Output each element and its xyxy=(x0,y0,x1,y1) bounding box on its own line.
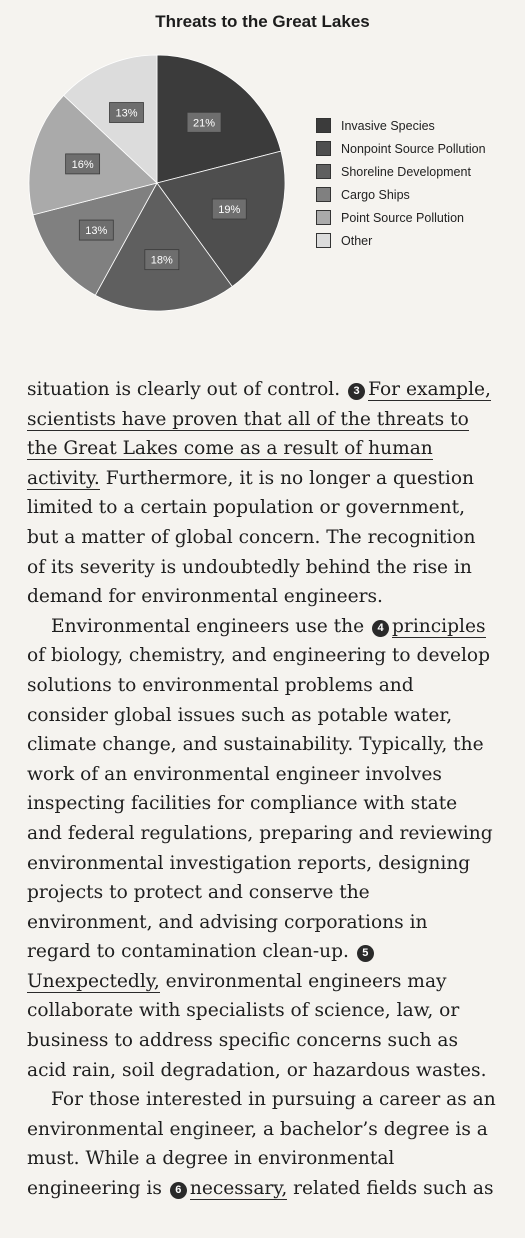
slice-label-text-4: 13% xyxy=(85,225,108,238)
legend-swatch xyxy=(316,210,331,225)
slice-label-5 xyxy=(66,154,100,174)
slice-label-text-1: 21% xyxy=(193,117,216,130)
question-number-badge: 6 xyxy=(170,1182,187,1199)
slice-label-4 xyxy=(79,220,113,240)
underlined-text: Unexpectedly, xyxy=(27,970,160,992)
legend-label: Nonpoint Source Pollution xyxy=(341,141,486,156)
underlined-text: For example, scientists have proven that all of the threats to the Great Lakes come as a result of human activity. xyxy=(27,379,491,489)
chart-legend xyxy=(316,114,486,252)
article-body xyxy=(27,375,497,1204)
legend-item-1 xyxy=(316,114,486,137)
slice-label-3 xyxy=(145,250,179,270)
legend-swatch xyxy=(316,141,331,156)
chart-title: Threats to the Great Lakes xyxy=(155,12,370,31)
question-number-badge: 3 xyxy=(348,383,365,400)
slice-label-text-6: 13% xyxy=(115,107,138,120)
paragraph-2: Environmental engineers use the 4 principles of biology, chemistry, and engineering to develop solutions to environmental problems and consider global issues such as potable water, climate change, and sustainability. Typically, the work of an environmental engineer involves inspecting facilities for compliance with state and federal regulations, preparing and reviewing environmental investigation reports, designing projects to protect and conserve the environment, and advising corporations in regard to contamination clean-up. 5Unexpectedly, environmental engineers may collaborate with specialists of science, law, or business to address specific concerns such as acid rain, soil degradation, or hazardous wastes. xyxy=(27,615,493,1081)
slice-label-text-5: 16% xyxy=(71,158,94,171)
pie-chart xyxy=(28,44,298,326)
slice-label-2 xyxy=(212,199,246,219)
paragraph-1: situation is clearly out of control. 3 For example, scientists have proven that all of the threats to the Great Lakes come as a result of human activity. Furthermore, it is no longer a question limited to a certain population or government, but a matter of global concern. The recognition of its severity is undoubtedly behind the rise in demand for environmental engineers. xyxy=(27,379,491,608)
legend-swatch xyxy=(316,164,331,179)
underlined-text: necessary, xyxy=(189,1178,288,1200)
underlined-text: principles xyxy=(392,615,486,637)
slice-label-6 xyxy=(109,103,143,123)
legend-swatch xyxy=(316,187,331,202)
legend-item-2 xyxy=(316,137,486,160)
slice-label-text-2: 19% xyxy=(218,204,241,217)
legend-swatch xyxy=(316,118,331,133)
legend-label: Other xyxy=(341,233,373,248)
question-number-badge: 4 xyxy=(372,620,389,637)
legend-item-6 xyxy=(316,229,486,252)
slice-label-text-3: 18% xyxy=(150,254,173,267)
legend-item-5 xyxy=(316,206,486,229)
legend-item-3 xyxy=(316,160,486,183)
legend-item-4 xyxy=(316,183,486,206)
legend-swatch xyxy=(316,233,331,248)
legend-label: Cargo Ships xyxy=(341,187,410,202)
paragraph-3: For those interested in pursuing a career as an environmental engineer, a bachelor’s degree is a must. While a degree in environmental engineering is 6 necessary, related fields such as xyxy=(27,1089,496,1200)
question-number-badge: 5 xyxy=(357,945,374,962)
legend-label: Point Source Pollution xyxy=(341,210,464,225)
legend-label: Invasive Species xyxy=(341,118,435,133)
slice-label-1 xyxy=(187,112,221,132)
legend-label: Shoreline Development xyxy=(341,164,471,179)
